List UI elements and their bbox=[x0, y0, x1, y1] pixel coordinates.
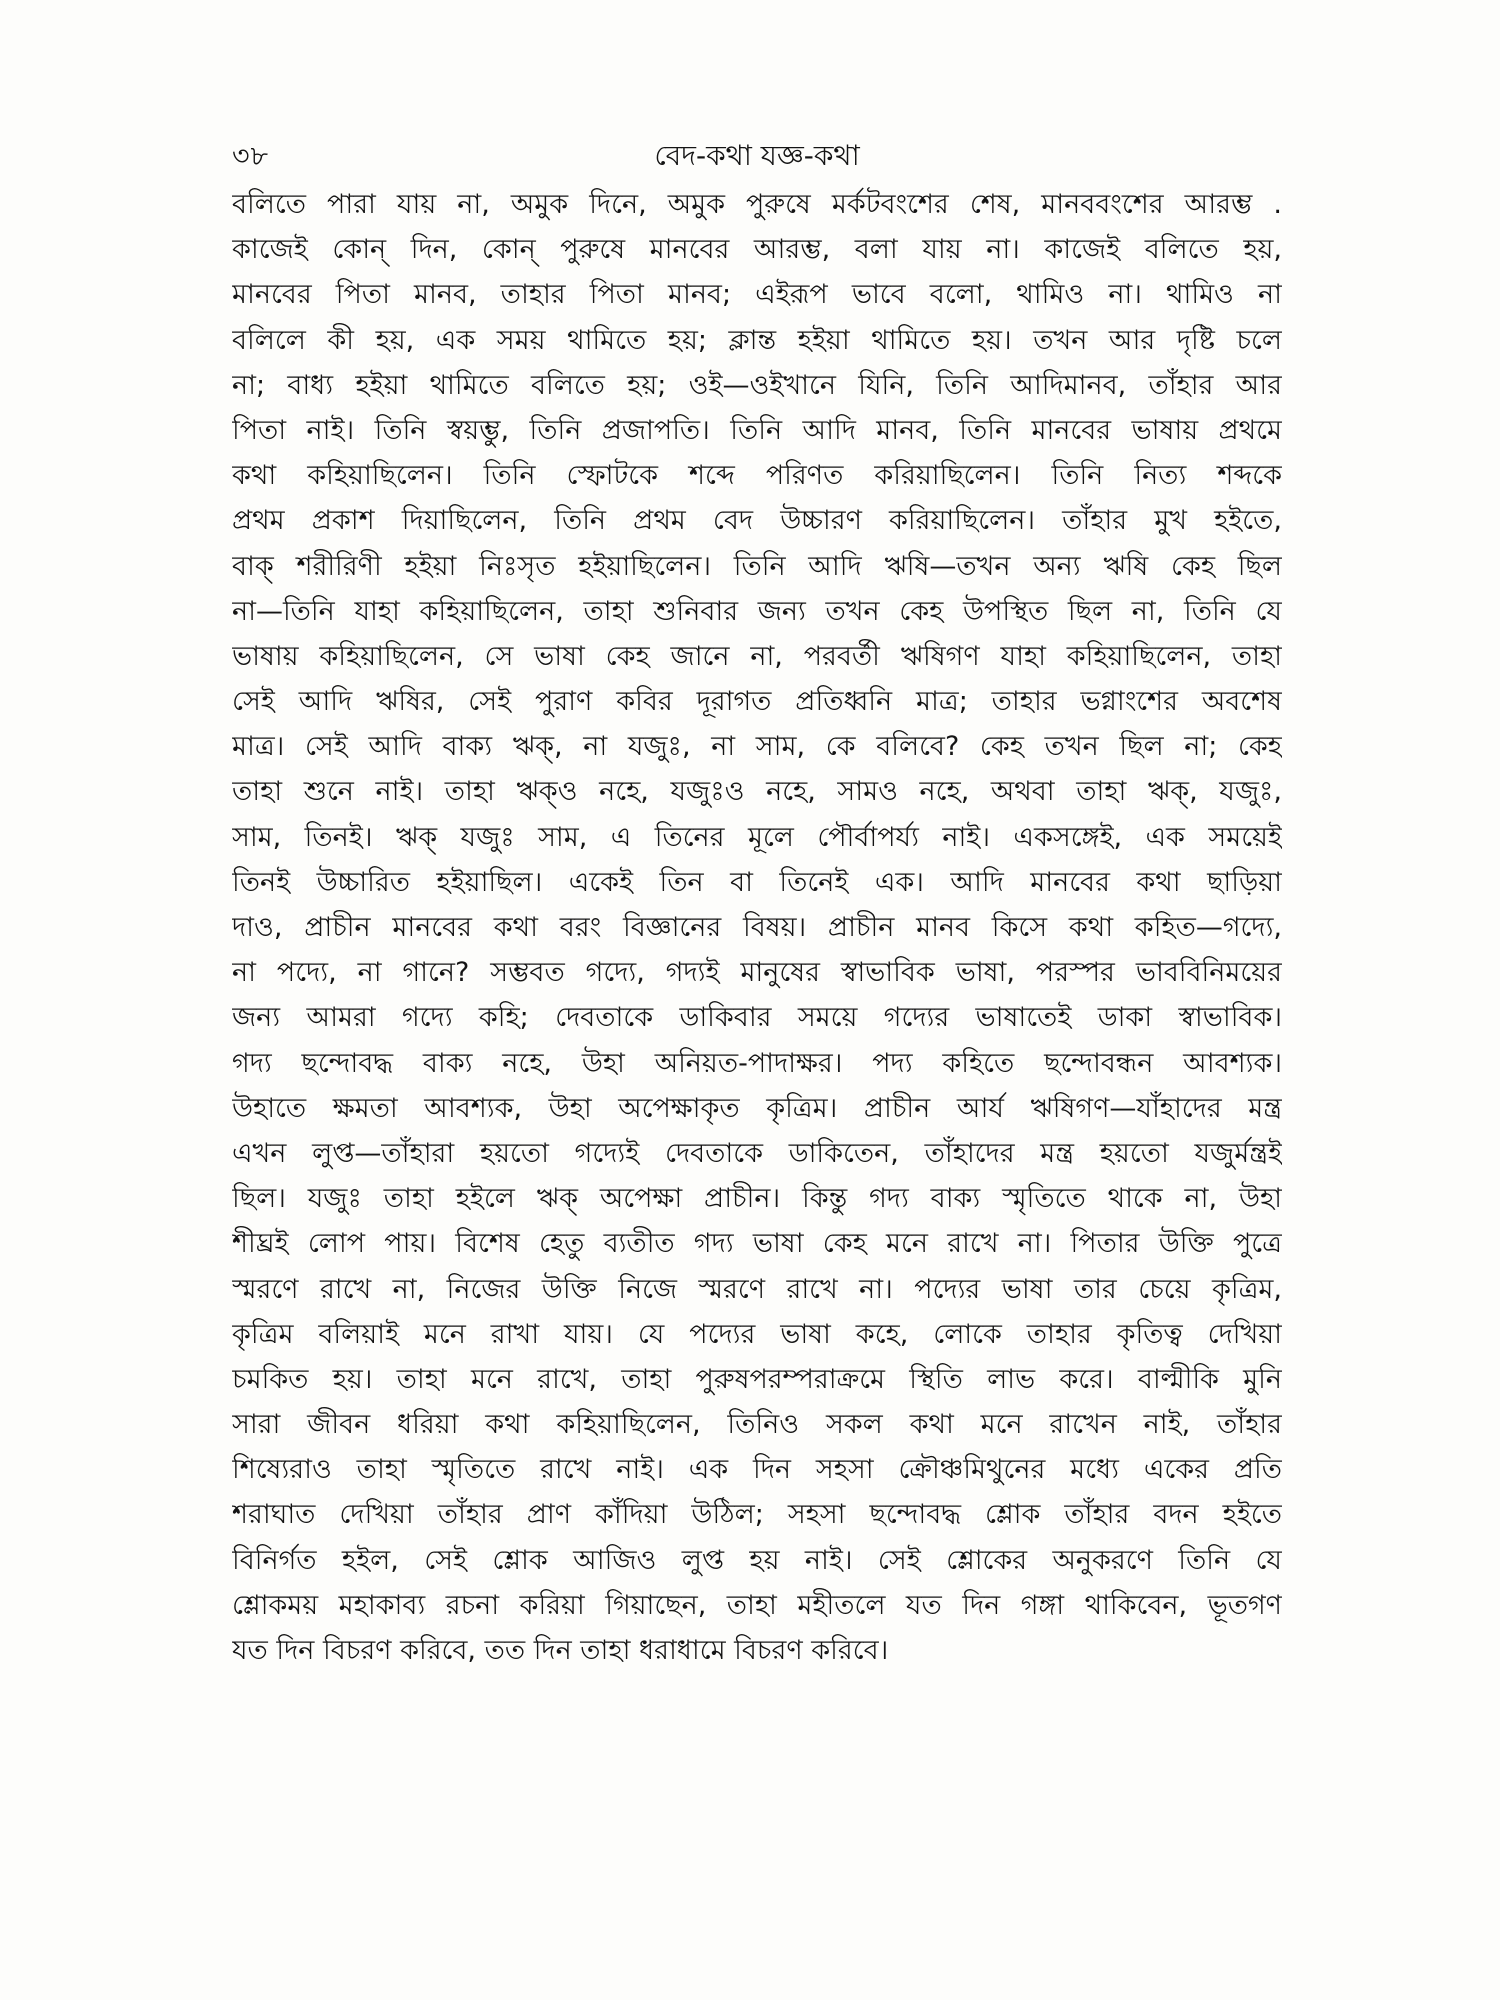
text-line: চমকিত হয়। তাহা মনে রাখে, তাহা পুরুষপরম্পরাক্রমে স্থিতি লাভ করে। বাল্মীকি মুনি bbox=[232, 1363, 1282, 1395]
text-line: সেই আদি ঋষির, সেই পুরাণ কবির দূরাগত প্রতিধ্বনি মাত্র; তাহার ভগ্নাংশের অবশেষ bbox=[232, 686, 1282, 718]
text-line: স্মরণে রাখে না, নিজের উক্তি নিজে স্মরণে রাখে না। পদ্যের ভাষা তার চেয়ে কৃত্রিম, bbox=[232, 1273, 1282, 1305]
page-number: ৩৮ bbox=[232, 141, 270, 172]
text-line: পিতা নাই। তিনি স্বয়ম্ভু, তিনি প্রজাপতি। তিনি আদি মানব, তিনি মানবের ভাষায় প্রথমে bbox=[232, 414, 1282, 446]
text-line: বলিতে পারা যায় না, অমুক দিনে, অমুক পুরুষে মর্কটবংশের শেষ, মানববংশের আরম্ভ . bbox=[232, 189, 1282, 220]
text-line: না—তিনি যাহা কহিয়াছিলেন, তাহা শুনিবার জন্য তখন কেহ উপস্থিত ছিল না, তিনি যে bbox=[232, 595, 1282, 627]
text-line: মাত্র। সেই আদি বাক্য ঋক্, না যজুঃ, না সাম, কে বলিবে? কেহ তখন ছিল না; কেহ bbox=[232, 731, 1282, 763]
text-line: প্রথম প্রকাশ দিয়াছিলেন, তিনি প্রথম বেদ উচ্চারণ করিয়াছিলেন। তাঁহার মুখ হইতে, bbox=[232, 505, 1282, 537]
text-line: শিষ্যেরাও তাহা স্মৃতিতে রাখে নাই। এক দিন সহসা ক্রৌঞ্চমিথুনের মধ্যে একের প্রতি bbox=[232, 1454, 1282, 1486]
text-line: শীঘ্রই লোপ পায়। বিশেষ হেতু ব্যতীত গদ্য ভাষা কেহ মনে রাখে না। পিতার উক্তি পুত্রে bbox=[232, 1228, 1282, 1260]
text-line: সাম, তিনই। ঋক্ যজুঃ সাম, এ তিনের মূলে পৌর্বাপর্য্য নাই। একসঙ্গেই, এক সময়েই bbox=[232, 821, 1282, 853]
text-line: বাক্ শরীরিণী হইয়া নিঃসৃত হইয়াছিলেন। তিনি আদি ঋষি—তখন অন্য ঋষি কেহ ছিল bbox=[232, 550, 1282, 582]
text-line: যত দিন বিচরণ করিবে, তত দিন তাহা ধরাধামে বিচরণ করিবে। bbox=[232, 1635, 889, 1666]
text-line: বিনির্গত হইল, সেই শ্লোক আজিও লুপ্ত হয় নাই। সেই শ্লোকের অনুকরণে তিনি যে bbox=[232, 1544, 1282, 1576]
text-line: কাজেই কোন্ দিন, কোন্ পুরুষে মানবের আরম্ভ, বলা যায় না। কাজেই বলিতে হয়, bbox=[232, 234, 1282, 266]
text-line: বলিলে কী হয়, এক সময় থামিতে হয়; ক্লান্ত হইয়া থামিতে হয়। তখন আর দৃষ্টি চলে bbox=[232, 324, 1282, 356]
text-line: কৃত্রিম বলিয়াই মনে রাখা যায়। যে পদ্যের ভাষা কহে, লোকে তাহার কৃতিত্ব দেখিয়া bbox=[232, 1318, 1282, 1350]
text-line: ভাষায় কহিয়াছিলেন, সে ভাষা কেহ জানে না, পরবর্তী ঋষিগণ যাহা কহিয়াছিলেন, তাহা bbox=[232, 640, 1282, 672]
book-title: বেদ-কথা যজ্ঞ-কথা bbox=[654, 139, 860, 172]
text-line: না; বাধ্য হইয়া থামিতে বলিতে হয়; ওই—ওইখানে যিনি, তিনি আদিমানব, তাঁহার আর bbox=[232, 369, 1282, 401]
text-line: দাও, প্রাচীন মানবের কথা বরং বিজ্ঞানের বিষয়। প্রাচীন মানব কিসে কথা কহিত—গদ্যে, bbox=[232, 912, 1282, 943]
text-line: কথা কহিয়াছিলেন। তিনি স্ফোটকে শব্দে পরিণত করিয়াছিলেন। তিনি নিত্য শব্দকে bbox=[232, 460, 1282, 492]
text-line: উহাতে ক্ষমতা আবশ্যক, উহা অপেক্ষাকৃত কৃত্রিম। প্রাচীন আর্য ঋষিগণ—যাঁহাদের মন্ত্র bbox=[232, 1092, 1282, 1124]
text-line: ছিল। যজুঃ তাহা হইলে ঋক্ অপেক্ষা প্রাচীন। কিন্তু গদ্য বাক্য স্মৃতিতে থাকে না, উহা bbox=[232, 1183, 1282, 1215]
text-line: তিনই উচ্চারিত হইয়াছিল। একেই তিন বা তিনেই এক। আদি মানবের কথা ছাড়িয়া bbox=[232, 866, 1282, 898]
text-line: শ্লোকময় মহাকাব্য রচনা করিয়া গিয়াছেন, তাহা মহীতলে যত দিন গঙ্গা থাকিবেন, ভূতগণ bbox=[232, 1589, 1282, 1621]
text-line: গদ্য ছন্দোবদ্ধ বাক্য নহে, উহা অনিয়ত-পাদাক্ষর। পদ্য কহিতে ছন্দোবন্ধন আবশ্যক। bbox=[232, 1047, 1282, 1079]
text-line: এখন লুপ্ত—তাঁহারা হয়তো গদ্যেই দেবতাকে ডাকিতেন, তাঁহাদের মন্ত্র হয়তো যজুর্মন্ত্রই bbox=[232, 1137, 1282, 1169]
running-header bbox=[232, 132, 1282, 176]
text-line: না পদ্যে, না গানে? সম্ভবত গদ্যে, গদ্যই মানুষের স্বাভাবিক ভাষা, পরস্পর ভাববিনিময়ের bbox=[232, 957, 1282, 989]
text-line: মানবের পিতা মানব, তাহার পিতা মানব; এইরূপ ভাবে বলো, থামিও না। থামিও না bbox=[232, 279, 1282, 311]
body-paragraph bbox=[232, 182, 1282, 1673]
text-line: জন্য আমরা গদ্যে কহি; দেবতাকে ডাকিবার সময়ে গদ্যের ভাষাতেই ডাকা স্বাভাবিক। bbox=[232, 1002, 1282, 1034]
text-line: তাহা শুনে নাই। তাহা ঋক্ও নহে, যজুঃও নহে, সামও নহে, অথবা তাহা ঋক্, যজুঃ, bbox=[232, 776, 1282, 808]
text-line: সারা জীবন ধরিয়া কথা কহিয়াছিলেন, তিনিও সকল কথা মনে রাখেন নাই, তাঁহার bbox=[232, 1409, 1282, 1441]
text-line: শরাঘাত দেখিয়া তাঁহার প্রাণ কাঁদিয়া উঠিল; সহসা ছন্দোবদ্ধ শ্লোক তাঁহার বদন হইতে bbox=[232, 1499, 1282, 1531]
